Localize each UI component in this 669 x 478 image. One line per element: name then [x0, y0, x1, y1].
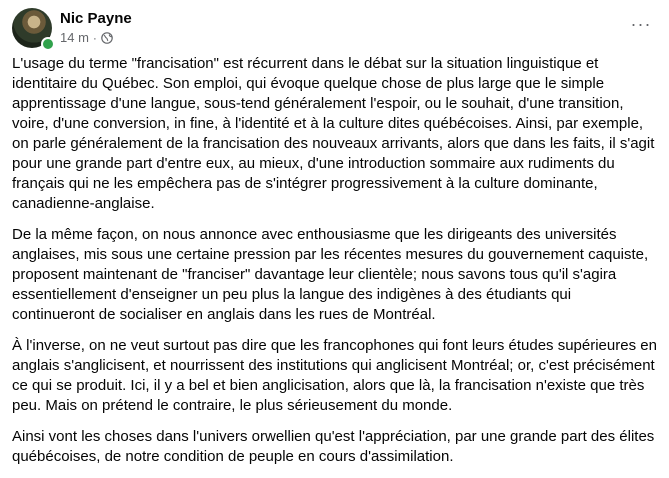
post-paragraph-2: De la même façon, on nous annonce avec enthousiasme que les dirigeants des universités anglaises, mis sous une certaine pression par les récentes mesures du gouvernement caquiste, proposent maintenant de "franciser" davantage leur clientèle; nous savons tous qu'il s'agira essentiellement d'enseigner un peu plus la langue des indigènes à des étudiants qui continueront de socialiser en anglais dans les rues de Montréal.	[12, 226, 649, 323]
online-status-indicator	[41, 37, 55, 51]
globe-icon[interactable]	[101, 32, 113, 44]
post-paragraph-1: L'usage du terme "francisation" est récurrent dans le débat sur la situation linguistique et identitaire du Québec. Son emploi, qui évoque quelque chose de plus large que le simple apprentissage d'une langue, sous-tend généralement l'espoir, ou le souhait, d'une transition, voire, d'une conversion, in fine, à l'identité et à la culture dites québécoises. Ainsi, par exemple, on parle généralement de la francisation des nouveaux arrivants, alors que dans les faits, il s'agit pour une grande part d'entre eux, au mieux, d'une introduction sommaire aux rudiments du français qui ne les empêchera pas de s'intégrer progressivement à la culture dominante, canadienne-anglaise.	[12, 55, 655, 212]
author-name[interactable]: Nic Payne	[60, 10, 132, 27]
post-paragraph-4: Ainsi vont les choses dans l'univers orwellien qu'est l'appréciation, par une grande part des élites québécoises, de notre condition de peuple en cours d'assimilation.	[12, 428, 655, 465]
more-options-icon[interactable]: ···	[630, 13, 652, 34]
meta-separator: ·	[92, 30, 97, 45]
post-meta	[60, 30, 113, 45]
post-timestamp[interactable]: 14 m	[60, 30, 89, 45]
post-body	[12, 54, 657, 478]
post-paragraph-3: À l'inverse, on ne veut surtout pas dire que les francophones qui font leurs études supérieures en anglais s'anglicisent, et nourrissent des institutions qui anglicisent Montréal; or, c'est précisément ce qui se produit. Ici, il y a bel et bien anglicisation, alors que là, la francisation n'existe que très peu. Mais on prétend le contraire, le plus sérieusement du monde.	[12, 337, 657, 414]
avatar-link[interactable]	[12, 8, 52, 48]
post-header	[12, 6, 657, 50]
